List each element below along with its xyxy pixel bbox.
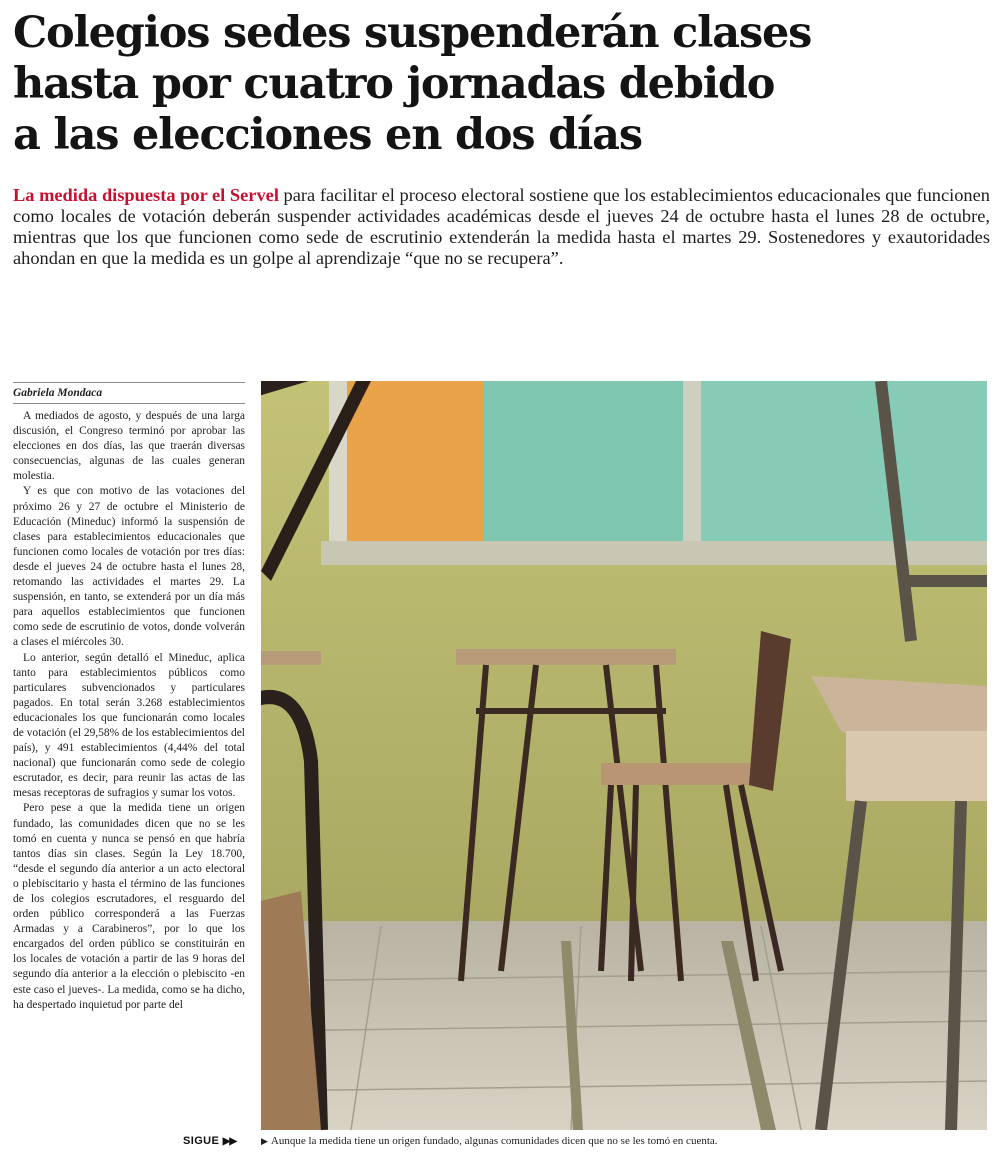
- window-green-pane-1: [483, 381, 683, 541]
- caption-triangle-icon: ▶: [261, 1136, 268, 1146]
- photo-caption: [261, 1135, 991, 1147]
- body-paragraph-1: A mediados de agosto, y después de una larga discusión, el Congreso terminó por aprobar las elecciones en dos días, las que traerán diversas consecuencias, algunas de las cuales generan molestia.: [13, 410, 245, 483]
- lede-text: para facilitar el proceso electoral sostiene que los establecimientos educacionales que funcionen como locales de votación deberán suspender actividades académicas desde el jueves 24 de octubre hasta el lunes 28 de octubre, mientras que los que funcionen como sede de escrutinio extenderán la medida hasta el martes 29. Sostenedores y exautoridades ahondan en que la medida es un golpe al aprendizaje “que no se recupera”.: [13, 185, 990, 268]
- headline-line-1: Colegios sedes suspenderán clases: [13, 8, 812, 58]
- foreground-desk-right-board: [846, 731, 987, 801]
- headline: [13, 8, 988, 161]
- headline-line-3: a las elecciones en dos días: [13, 110, 642, 160]
- window-sill: [321, 541, 987, 565]
- window-orange-pane: [347, 381, 483, 541]
- body-paragraph-2: Y es que con motivo de las votaciones del próximo 26 y 27 de octubre el Ministerio de Educación (Mineduc) informó la suspensión de clases para establecimientos educacionales que funcionen como locales de votación por tres días: desde el jueves 24 de octubre hasta el lunes 28, retomando las actividades el martes 29. La suspensión, en tanto, se extenderá por un día más para aquellos establecimientos que funcionen como sede de escrutinio de votos, donde volverán a clases el miércoles 30.: [13, 485, 245, 649]
- continue-label: SIGUE: [183, 1135, 220, 1147]
- byline: Gabriela Mondaca: [13, 382, 245, 404]
- window-mullion: [683, 381, 701, 553]
- window-green-pane-2: [701, 381, 987, 541]
- desk-top: [456, 649, 676, 665]
- headline-line-2: hasta por cuatro jornadas debido: [13, 59, 775, 109]
- lede-paragraph: [13, 185, 990, 269]
- chair-seat: [601, 763, 751, 785]
- caption-text: Aunque la medida tiene un origen fundado, algunas comunidades dicen que no se les tomó en cuenta.: [270, 1135, 718, 1147]
- lede-highlight: La medida dispuesta por el Servel: [13, 185, 279, 205]
- continue-arrows-icon: ▶▶: [222, 1136, 237, 1147]
- article-body: [13, 409, 245, 1121]
- classroom-photo: [261, 381, 987, 1130]
- body-paragraph-4: Pero pese a que la medida tiene un origen fundado, las comunidades dicen que no se les tomó en cuenta y nunca se pensó en que habría tantos días sin clases. Según la Ley 18.700, “desde el segundo día anterior a un acto electoral o plebiscitario y hasta el término de las funciones de los colegios escrutadores, el resguardo del orden público corresponderá a las Fuerzas Armadas y a Carabineros”, por lo que los encargados del orden público se constituirán en los locales de votación a partir de las 9 horas del segundo día anterior a la elección o plebiscito -en este caso el jueves-. La medida, como se ha dicho, ha despertado inquietud por parte del: [13, 802, 245, 1011]
- body-paragraph-3: Lo anterior, según detalló el Mineduc, aplica tanto para establecimientos públicos como particulares subvencionados y particulares pagados. En total serán 3.268 establecimientos educacionales los que funcionarán como locales de votación (el 29,58% de los establecimientos del país), y 491 establecimientos (4,44% del total nacional) que funcionarán como sede de colegio escrutador, es decir, para reunir las actas de las mesas receptoras de sufragios y sumar los votos.: [13, 651, 245, 800]
- continue-marker: [183, 1135, 236, 1147]
- small-desk-left: [261, 651, 321, 665]
